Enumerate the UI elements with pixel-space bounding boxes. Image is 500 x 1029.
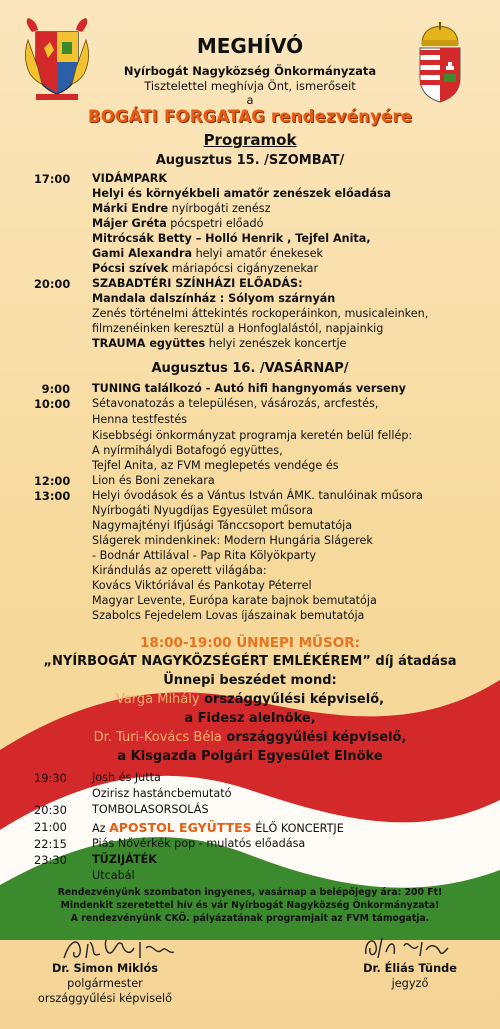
schedule-time: 23:30 [34, 853, 67, 867]
programs-heading: Programok [203, 131, 297, 149]
schedule-item: Lion és Boni zenekara [92, 474, 215, 487]
schedule-item: Szabolcs Fejedelem Lovas íjászainak bemutatója [92, 609, 365, 622]
schedule-item: TUNING találkozó - Autó hifi hangnyomás verseny [92, 382, 406, 395]
schedule-item: SZABADTÉRI SZÍNHÁZI ELŐADÁS: [92, 277, 303, 290]
footer-note: Mindenkit szeretettel hív és vár Nyírbogát Nagyközség Önkormányzata! [60, 900, 440, 911]
invite-connector: a [246, 93, 254, 107]
signatory-1-role: országgyűlési képviselő [37, 992, 173, 1005]
signatory-1-name: Dr. Simon Miklós [51, 962, 159, 975]
signatory-2-name: Dr. Éliás Tünde [363, 962, 457, 975]
schedule-item: Ozirisz hastáncbemutató [92, 787, 232, 800]
schedule-time: 10:00 [34, 397, 71, 411]
signatory-2-role: jegyző [391, 977, 429, 990]
schedule-time: 19:30 [34, 771, 67, 785]
schedule-time: 20:30 [34, 803, 67, 817]
schedule-item: Mitrócsák Betty – Holló Henrik , Tejfel Anita, [92, 232, 371, 245]
schedule-item: Helyi és környékbeli amatőr zenészek előadása [92, 187, 392, 200]
organizer-line: Nyírbogát Nagyközség Önkormányzata [123, 64, 377, 78]
schedule-time: 9:00 [41, 382, 70, 396]
schedule-item: TŰZIJÁTÉK [92, 853, 157, 866]
schedule-time: 21:00 [34, 820, 67, 834]
schedule-item: A nyírmihálydi Botafogó együttes, [92, 444, 283, 457]
schedule-item: Kisebbségi önkormányzat programja keretén belül fellép: [92, 429, 413, 442]
schedule-time: 22:15 [34, 837, 67, 851]
speaker1-line: Varga Mihály országgyűlési képviselő, [115, 692, 385, 707]
schedule-item: Pócsi szívek máriapócsi cigányzenekar [92, 262, 319, 275]
page-title: MEGHÍVÓ [196, 34, 304, 58]
schedule-item: Zenés történelmi áttekintés rockoperáinkon, musicaleinken, [92, 307, 429, 320]
schedule-item: Henna testfestés [92, 413, 188, 426]
schedule-item: - Bodnár Attilával - Pap Rita Kölyökparty [92, 549, 317, 562]
footer-note: A rendezvényünk CKÖ. pályázatának programjait az FVM támogatja. [70, 913, 430, 924]
schedule-item: Utcabál [92, 869, 135, 882]
schedule-item: Slágerek mindenkinek: Modern Hungária Slágerek [92, 534, 373, 547]
speaker2-role: a Kisgazda Polgári Egyesület Elnöke [117, 749, 383, 764]
schedule-item: Piás Nővérkék pop - mulatós előadása [92, 837, 306, 850]
schedule-item: Kirándulás az operett világába: [92, 564, 267, 577]
schedule-time: 17:00 [34, 172, 71, 186]
speaker2-line: Dr. Turi-Kovács Béla országgyűlési képviselő, [93, 730, 407, 745]
schedule-item: Helyi óvodások és a Vántus István ÁMK. tanulóinak műsora [92, 489, 423, 502]
signature-2-icon [360, 932, 450, 962]
signatory-1-role: polgármester [67, 977, 143, 990]
award-line: „NYÍRBOGÁT NAGYKÖZSÉGÉRT EMLÉKÉREM” díj átadása [43, 654, 457, 669]
schedule-item: VIDÁMPARK [92, 172, 168, 185]
day1-heading: Augusztus 15. /SZOMBAT/ [155, 153, 345, 168]
schedule-item: Gami Alexandra helyi amatőr énekesek [92, 247, 323, 260]
schedule-item: Márki Endre nyírbogáti zenész [92, 202, 271, 215]
ceremony-heading: 18:00-19:00 ÜNNEPI MŰSOR: [139, 635, 361, 651]
schedule-time: 20:00 [34, 277, 71, 291]
schedule-item: Josh és Jutta [92, 771, 161, 784]
schedule-item: Magyar Levente, Európa karate bajnok bemutatója [92, 594, 377, 607]
invite-line: Tisztelettel meghívja Önt, ismerőseit [144, 79, 356, 93]
schedule-item: Mandala dalszínház : Sólyom szárnyán [92, 292, 336, 305]
schedule-item: Tejfel Anita, az FVM meglepetés vendége és [92, 459, 339, 472]
schedule-item: Sétavonatozás a településen, vásározás, arcfestés, [92, 397, 379, 410]
schedule-item: filmzenéinken keresztül a Honfoglalástól, napjainkig [92, 322, 384, 335]
speaker1-name: Varga Mihály [115, 692, 200, 707]
schedule-item: Az APOSTOL EGYÜTTES ÉLŐ KONCERTJE [92, 820, 344, 835]
schedule-item: Nyírbogáti Nyugdíjas Egyesület műsora [92, 504, 314, 517]
schedule-time: 12:00 [34, 474, 71, 488]
speech-line: Ünnepi beszédet mond: [163, 673, 337, 688]
schedule-item: TOMBOLASORSOLÁS [92, 803, 209, 816]
schedule-item: Nagymajtényi Ifjúsági Tánccsoport bemutatója [92, 519, 353, 532]
day2-heading: Augusztus 16. /VASÁRNAP/ [151, 361, 349, 376]
schedule-item: TRAUMA együttes helyi zenészek koncertje [92, 337, 347, 350]
speaker2-name: Dr. Turi-Kovács Béla [93, 730, 222, 745]
schedule-item: Kovács Viktóriával és Pankotay Péterrel [92, 579, 312, 592]
schedule-item: Májer Gréta pócspetri előadó [92, 217, 264, 230]
signature-1-icon [60, 934, 180, 964]
footer-note: Rendezvényünk szombaton ingyenes, vasárnap a belépőjegy ára: 200 Ft! [57, 887, 443, 898]
speaker1-role: a Fidesz alelnöke, [184, 711, 316, 726]
schedule-time: 13:00 [34, 489, 71, 503]
event-name: BOGÁTI FORGATAG rendezvényére [87, 107, 413, 126]
